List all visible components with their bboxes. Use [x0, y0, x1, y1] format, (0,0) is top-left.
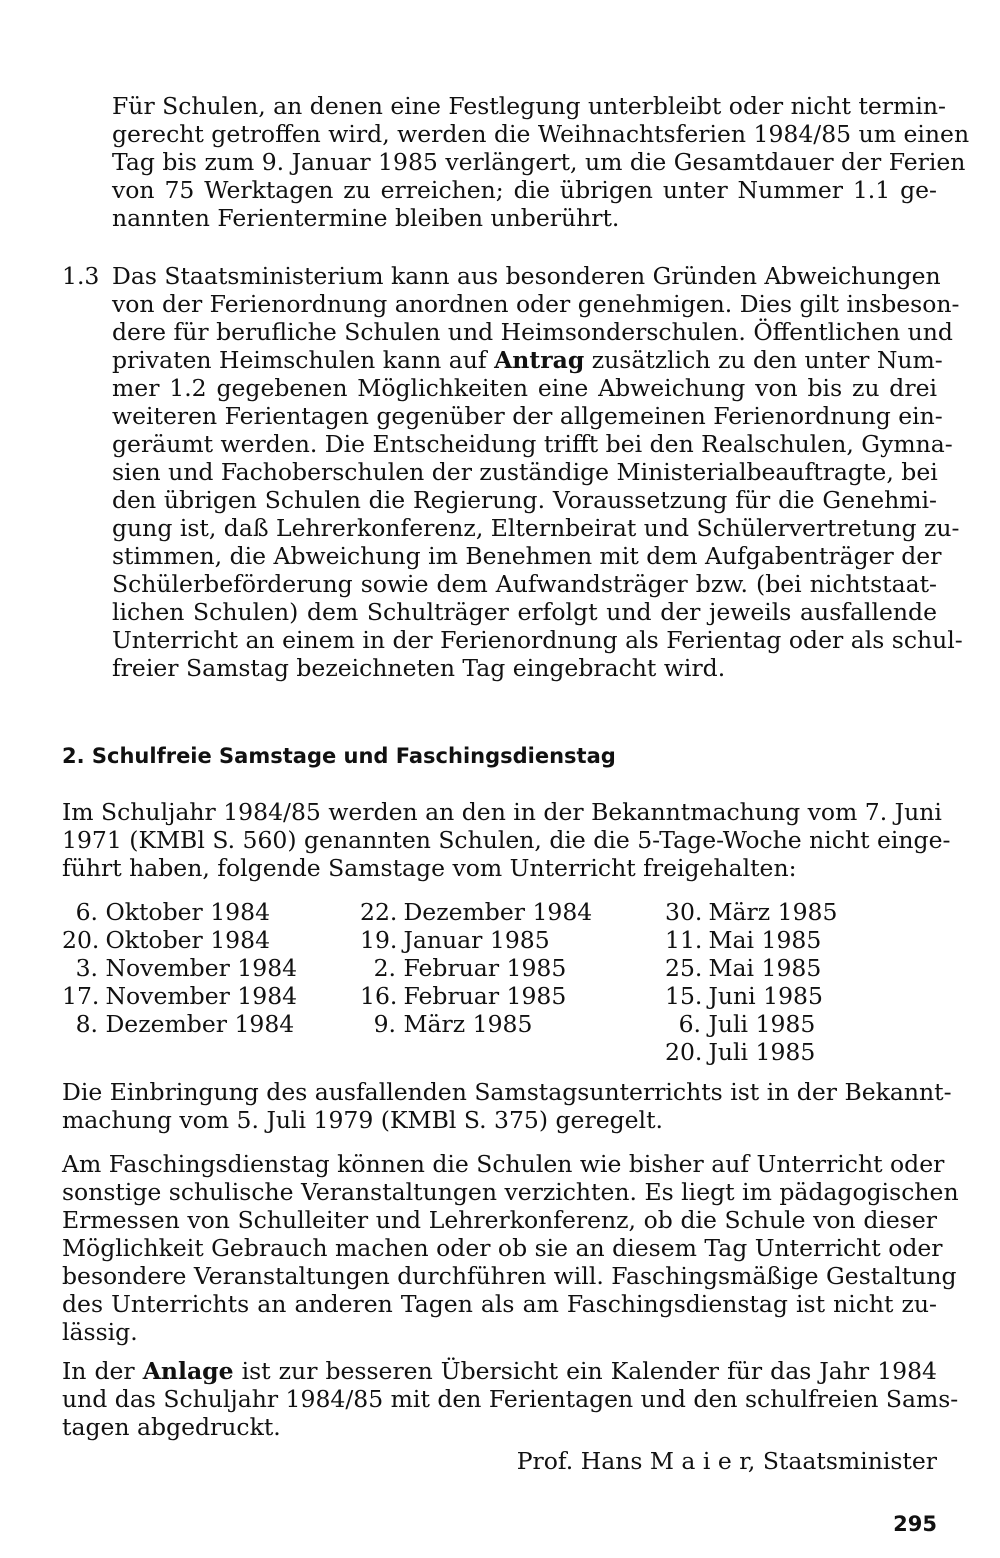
text-line: den übrigen Schulen die Regierung. Voraussetzung für die Genehmi- [112, 486, 937, 514]
text-line: Schülerbeförderung sowie dem Aufwandsträger bzw. (bei nichtstaat- [112, 570, 937, 598]
text-line: weiteren Ferientagen gegenüber der allgemeinen Ferienordnung ein- [112, 402, 943, 430]
saturday-date: 30. März 1985 [665, 898, 838, 926]
text-line: Das Staatsministerium kann aus besonderen Gründen Abweichungen [112, 262, 941, 290]
saturday-date: 11. Mai 1985 [665, 926, 822, 954]
text-line: von 75 Werktagen zu erreichen; die übrigen unter Nummer 1.1 ge- [112, 176, 937, 204]
text-line: In der Anlage ist zur besseren Übersicht ein Kalender für das Jahr 1984 [62, 1357, 937, 1385]
saturday-date: 2. Februar 1985 [373, 954, 567, 982]
text-line: führt haben, folgende Samstage vom Unterricht freigehalten: [62, 854, 797, 882]
text-line: besondere Veranstaltungen durchführen will. Faschingsmäßige Gestaltung [62, 1262, 957, 1290]
text-line: stimmen, die Abweichung im Benehmen mit dem Aufgabenträger der [112, 542, 942, 570]
paragraph-saturdays-intro [62, 798, 951, 882]
paragraph-christmas-holidays [112, 92, 970, 232]
saturday-date: 3. November 1984 [75, 954, 298, 982]
saturday-date: 20. Oktober 1984 [62, 926, 271, 954]
text-line: freier Samstag bezeichneten Tag eingebracht wird. [112, 654, 726, 682]
paragraph-calendar-annex [62, 1357, 959, 1441]
saturday-dates-column-2 [360, 898, 593, 1038]
text-line: Möglichkeit Gebrauch machen oder ob sie an diesem Tag Unterricht oder [62, 1234, 943, 1262]
text-line: gung ist, daß Lehrerkonferenz, Elternbeirat und Schülervertretung zu- [112, 514, 960, 542]
text-line: von der Ferienordnung anordnen oder genehmigen. Dies gilt insbeson- [112, 290, 960, 318]
saturday-date: 19. Januar 1985 [360, 926, 550, 954]
text-line: nannten Ferientermine bleiben unberührt. [112, 204, 620, 232]
text-line: sien und Fachoberschulen der zuständige Ministerialbeauftragte, bei [112, 458, 938, 486]
text-line: und das Schuljahr 1984/85 mit den Ferientagen und den schulfreien Sams- [62, 1385, 959, 1413]
text-line: Tag bis zum 9. Januar 1985 verlängert, um die Gesamtdauer der Ferien [112, 148, 966, 176]
paragraph-section-1-3 [112, 262, 963, 682]
section-heading-2: 2. Schulfreie Samstage und Faschingsdienstag [62, 744, 616, 768]
saturday-dates-column-3 [665, 898, 838, 1066]
text-line: 1971 (KMBl S. 560) genannten Schulen, die die 5-Tage-Woche nicht einge- [62, 826, 951, 854]
text-line: mer 1.2 gegebenen Möglichkeiten eine Abweichung von bis zu drei [112, 374, 937, 402]
text-line: Im Schuljahr 1984/85 werden an den in der Bekanntmachung vom 7. Juni [62, 798, 942, 826]
page-number: 295 [893, 1512, 937, 1536]
saturday-date: 6. Oktober 1984 [75, 898, 271, 926]
saturday-date: 20. Juli 1985 [665, 1038, 816, 1066]
text-line: Ermessen von Schulleiter und Lehrerkonferenz, ob die Schule von dieser [62, 1206, 937, 1234]
text-line: gerecht getroffen wird, werden die Weihnachtsferien 1984/85 um einen [112, 120, 970, 148]
saturday-date: 8. Dezember 1984 [75, 1010, 295, 1038]
text-line: lässig. [62, 1318, 138, 1346]
text-line: Am Faschingsdienstag können die Schulen wie bisher auf Unterricht oder [62, 1150, 945, 1178]
text-line: geräumt werden. Die Entscheidung trifft bei den Realschulen, Gymna- [112, 430, 953, 458]
paragraph-shrove-tuesday [62, 1150, 959, 1346]
signature: Prof. Hans M a i e r, Staatsminister [516, 1447, 937, 1475]
text-line: Unterricht an einem in der Ferienordnung als Ferientag oder als schul- [112, 626, 963, 654]
saturday-date: 9. März 1985 [373, 1010, 533, 1038]
text-line: lichen Schulen) dem Schulträger erfolgt und der jeweils ausfallende [112, 598, 937, 626]
saturday-dates-column-1 [62, 898, 298, 1038]
text-line: privaten Heimschulen kann auf Antrag zusätzlich zu den unter Num- [112, 346, 943, 374]
text-line: sonstige schulische Veranstaltungen verzichten. Es liegt im pädagogischen [62, 1178, 959, 1206]
saturday-date: 25. Mai 1985 [665, 954, 822, 982]
text-line: tagen abgedruckt. [62, 1413, 281, 1441]
text-line: Für Schulen, an denen eine Festlegung unterbleibt oder nicht termin- [112, 92, 946, 120]
section-number-1-3: 1.3 [62, 262, 100, 290]
text-line: machung vom 5. Juli 1979 (KMBl S. 375) geregelt. [62, 1106, 663, 1134]
paragraph-saturday-makeup [62, 1078, 952, 1134]
saturday-date: 17. November 1984 [62, 982, 298, 1010]
text-line: des Unterrichts an anderen Tagen als am Faschingsdienstag ist nicht zu- [62, 1290, 937, 1318]
saturday-date: 22. Dezember 1984 [360, 898, 593, 926]
text-line: Die Einbringung des ausfallenden Samstagsunterrichts ist in der Bekannt- [62, 1078, 952, 1106]
saturday-date: 15. Juni 1985 [665, 982, 823, 1010]
saturday-date: 6. Juli 1985 [678, 1010, 816, 1038]
saturday-date: 16. Februar 1985 [360, 982, 567, 1010]
text-line: dere für berufliche Schulen und Heimsonderschulen. Öffentlichen und [112, 318, 953, 346]
